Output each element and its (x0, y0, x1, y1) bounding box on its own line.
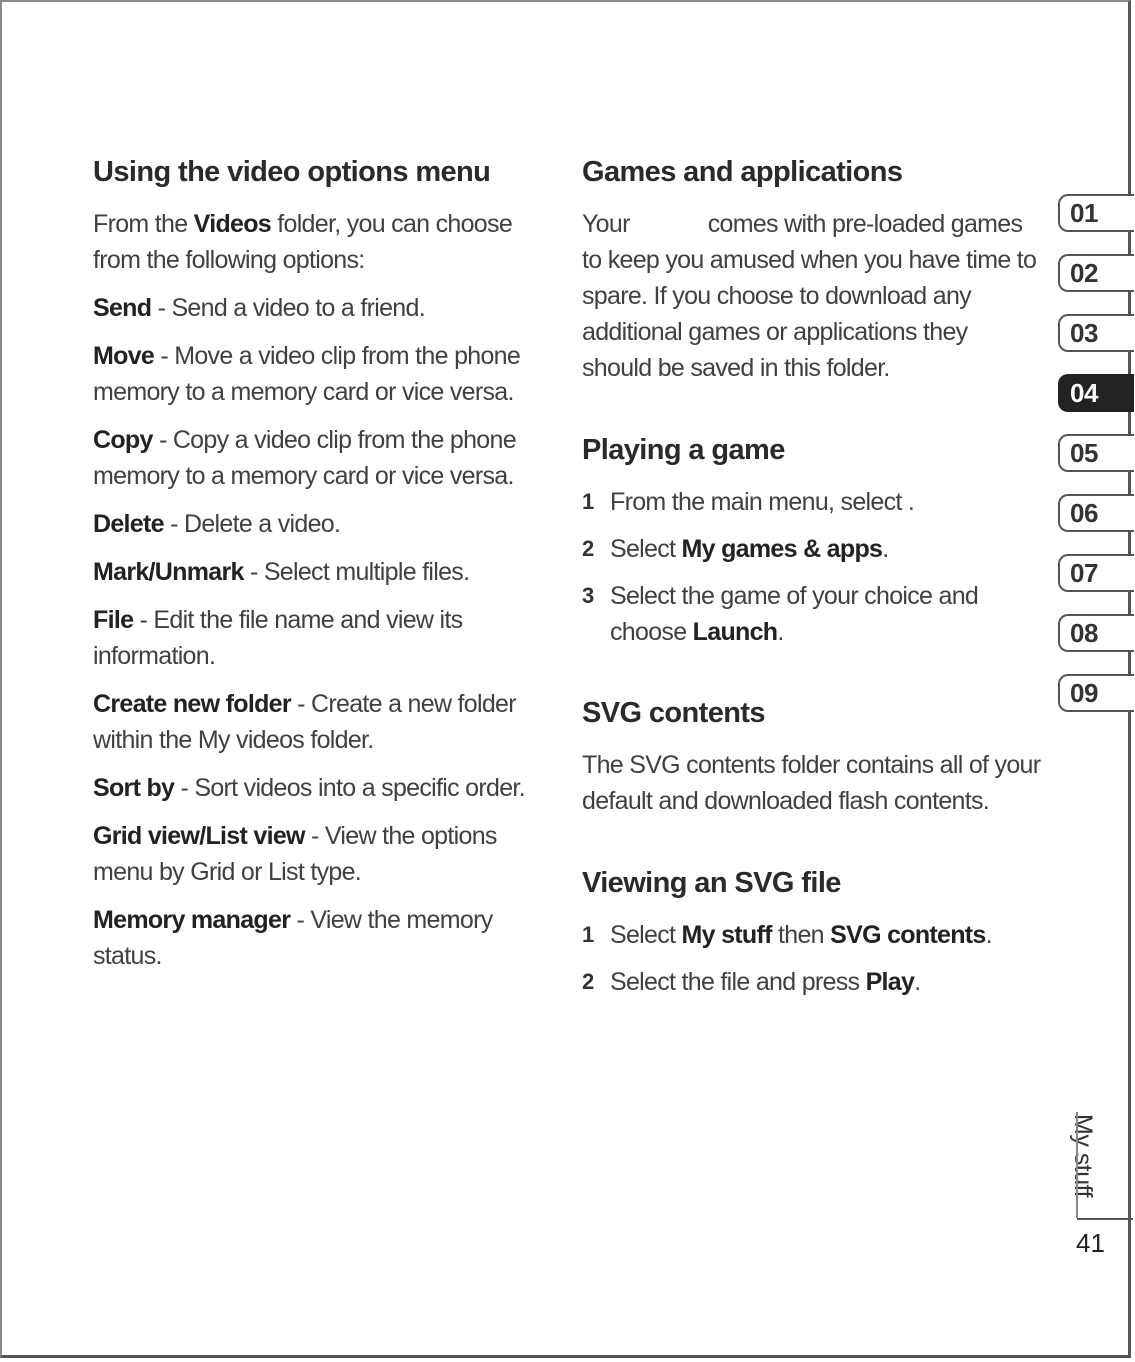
video-options-heading: Using the video options menu (93, 156, 491, 188)
chapter-tab-02[interactable]: 02 (1058, 254, 1134, 292)
chapter-tabs (1058, 194, 1134, 734)
chapter-tab-03[interactable]: 03 (1058, 314, 1134, 352)
option-memory-manager: Memory manager - View the memory status. (93, 906, 493, 970)
option-create-new-folder: Create new folder - Create a new folder within the My videos folder. (93, 690, 516, 754)
svg-contents-heading: SVG contents (582, 697, 765, 729)
option-move: Move - Move a video clip from the phone memory to a memory card or vice versa. (93, 342, 521, 406)
games-text: Your comes with pre-loaded games to keep you amused when you have time to spare. If you choose to download any additional games or applications they should be saved in this folder. (582, 210, 1037, 382)
chapter-tab-06[interactable]: 06 (1058, 494, 1134, 532)
playing-step-1: 1 From the main menu, select . (582, 488, 915, 516)
viewing-svg-heading: Viewing an SVG file (582, 867, 841, 899)
svg-contents-text: The SVG contents folder contains all of your default and downloaded flash contents. (582, 751, 1041, 815)
chapter-tab-01[interactable]: 01 (1058, 194, 1134, 232)
video-options-intro: From the Videos folder, you can choose from the following options: (93, 210, 513, 274)
games-heading: Games and applications (582, 156, 903, 188)
chapter-tab-08[interactable]: 08 (1058, 614, 1134, 652)
chapter-tab-09[interactable]: 09 (1058, 674, 1134, 712)
chapter-tab-05[interactable]: 05 (1058, 434, 1134, 472)
section-side-label: My stuff (1069, 1114, 1097, 1198)
option-send: Send - Send a video to a friend. (93, 294, 425, 322)
option-delete: Delete - Delete a video. (93, 510, 341, 538)
page-number: 41 (1076, 1228, 1105, 1258)
option-grid-list-view: Grid view/List view - View the options menu by Grid or List type. (93, 822, 497, 886)
playing-step-2: 2 Select My games & apps. (582, 535, 889, 563)
option-sort-by: Sort by - Sort videos into a specific order. (93, 774, 525, 802)
side-divider-vertical (1076, 1112, 1078, 1218)
playing-game-heading: Playing a game (582, 434, 785, 466)
chapter-tab-04[interactable]: 04 (1058, 374, 1134, 412)
right-column (582, 152, 1042, 1011)
viewing-step-1: 1 Select My stuff then SVG contents. (582, 921, 992, 949)
side-divider (1077, 1218, 1133, 1220)
option-mark-unmark: Mark/Unmark - Select multiple files. (93, 558, 470, 586)
left-column (93, 152, 553, 986)
playing-step-3: 3 Select the game of your choice and choose Launch. (582, 582, 979, 646)
option-file: File - Edit the file name and view its information. (93, 606, 463, 670)
viewing-step-2: 2 Select the file and press Play. (582, 968, 921, 996)
option-copy: Copy - Copy a video clip from the phone memory to a memory card or vice versa. (93, 426, 516, 490)
chapter-tab-07[interactable]: 07 (1058, 554, 1134, 592)
